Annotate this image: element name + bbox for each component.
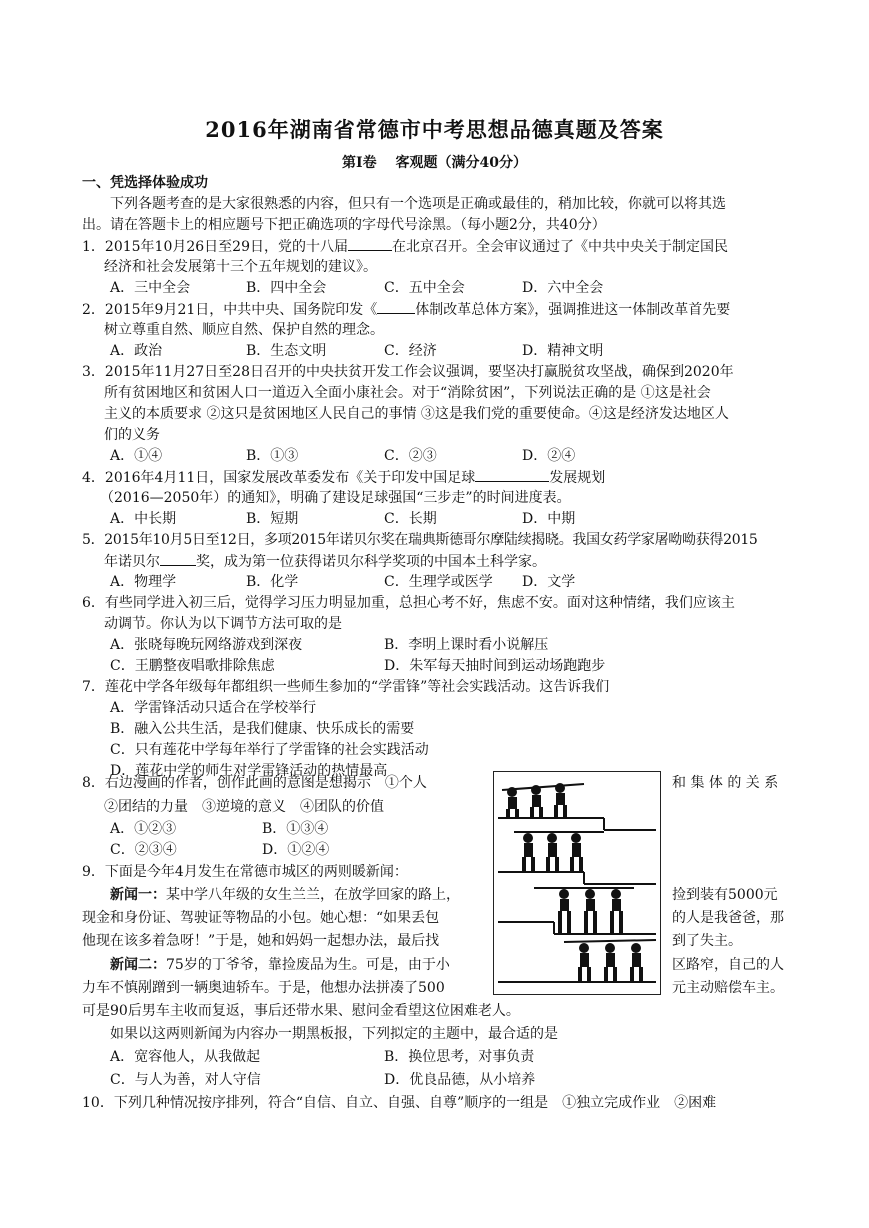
q8-option-a: A．①②③ [110,821,177,837]
q9-news1-label: 新闻一： [110,887,166,903]
q9-news1-line-1 [110,885,460,905]
q3-option-c: C．②③ [384,448,437,464]
q5-stem-part-b: 奖，成为第一位获得诺贝尔科学奖项的中国本土科学家。 [196,554,546,570]
q6-stem-line-2: 动调节。你认为以下调节方法可取的是 [104,616,342,632]
q5-blank [160,551,196,566]
q4-option-d: D．中期 [522,511,576,527]
q2-stem-part-a: 2．2015年9月21日，中共中央、国务院印发《 [82,302,378,318]
q8-stem-line-1b: 和 集 体 的 关 系 [672,775,779,791]
q7-option-c: C．只有莲花中学每年举行了学雷锋的社会实践活动 [110,742,429,758]
q9-question: 如果以这两则新闻为内容办一期黑板报，下列拟定的主题中，最合适的是 [110,1026,558,1042]
q9-option-d: D．优良品德，从小培养 [384,1072,536,1088]
intro-line-2: 出。请在答题卡上的相应题号下把正确选项的字母代号涂黑。（每小题2分，共40分） [82,217,606,233]
q5-stem-line-2 [104,551,546,572]
q9-option-c: C．与人为善，对人守信 [110,1072,261,1088]
q2-blank [377,299,415,314]
q6-option-d: D．朱军每天抽时间到运动场跑跑步 [384,658,606,674]
q4-option-b: B．短期 [246,511,299,527]
q2-option-b: B．生态文明 [246,343,327,359]
q4-stem-line-1 [82,467,605,488]
q10-stem-line-1: 10．下列几种情况按序排列，符合“自信、自立、自强、自尊”顺序的一组是 ①独立完成作业 ②困难 [82,1095,717,1111]
q8-stem-line-1a: 8．右边漫画的作者，创作此画的意图是想揭示 ①个人 [82,775,427,791]
q2-option-d: D．精神文明 [522,343,604,359]
part-subtitle: 第Ⅰ卷 客观题（满分40分） [342,155,527,171]
q1-option-b: B．四中全会 [246,280,327,296]
q3-stem-line-3: 主义的本质要求 ②这只是贫困地区人民自己的事情 ③这是我们党的重要使命。④这是经济发达地区人 [104,406,729,422]
q2-option-a: A．政治 [110,343,163,359]
q1-option-a: A．三中全会 [110,280,191,296]
q7-option-d: D．莲花中学的师生对学雷锋活动的热情最高 [110,763,388,779]
q7-stem: 7．莲花中学各年级每年都组织一些师生参加的“学雷锋”等社会实践活动。这告诉我们 [82,679,610,695]
q1-blank [348,236,392,251]
q9-news1-line-3-right: 到了失主。 [672,933,742,949]
q5-stem-line-1: 5．2015年10月5日至12日，多项2015年诺贝尔奖在瑞典斯德哥尔摩陆续揭晓。我国女药学家屠呦呦获得2015 [82,532,758,548]
q9-news2-line-2: 力车不慎剐蹭到一辆奥迪轿车。于是，他想办法拼凑了500 [82,980,445,996]
q4-stem-line-2: （2016—2050年）的通知》，明确了建设足球强国“三步走”的时间进度表。 [100,490,571,506]
q4-stem-part-a: 4．2016年4月11日，国家发展改革委发布《关于印发中国足球 [82,470,476,486]
q9-news2-line-2-right: 元主动赔偿车主。 [672,980,784,996]
q5-option-d: D．文学 [522,574,576,590]
q8-stem-line-2: ②团结的力量 ③逆境的意义 ④团队的价值 [104,799,384,815]
q1-option-d: D．六中全会 [522,280,604,296]
q6-option-c: C．王鹏整夜唱歌排除焦虑 [110,658,275,674]
q9-news1-text-1: 某中学八年级的女生兰兰，在放学回家的路上， [166,887,460,903]
q3-stem-line-2: 所有贫困地区和贫困人口一道迈入全面小康社会。对于“消除贫困”，下列说法正确的是 ①这是社会 [104,385,711,401]
q5-option-c: C．生理学或医学 [384,574,493,590]
q9-news2-line-3: 可是90后男车主收而复返，事后还带水果、慰问金看望这位困难老人。 [82,1003,520,1019]
q6-option-b: B．李明上课时看小说解压 [384,637,549,653]
q5-stem-part-a: 年诺贝尔 [104,554,160,570]
q2-option-c: C．经济 [384,343,437,359]
teamwork-cartoon [493,771,661,995]
q7-option-b: B．融入公共生活，是我们健康、快乐成长的需要 [110,721,415,737]
q5-option-b: B．化学 [246,574,299,590]
q8-option-c: C．②③④ [110,842,177,858]
q9-option-a: A．宽容他人，从我做起 [110,1049,261,1065]
q4-blank [475,467,549,482]
q2-stem-part-b: 体制改革总体方案》，强调推进这一体制改革首先要 [415,302,731,318]
q1-stem-line-1 [82,236,728,257]
q9-stem: 9．下面是今年4月发生在常德市城区的两则暖新闻： [82,864,408,880]
q1-stem-part-a: 1．2015年10月26日至29日，党的十八届 [82,239,348,255]
q9-news1-line-1-right: 捡到装有5000元 [672,887,778,903]
q1-stem-line-2: 经济和社会发展第十三个五年规划的建议》。 [104,259,377,275]
q9-news2-text-1: 75岁的丁爷爷，靠捡废品为生。可是，由于小 [166,957,450,973]
q9-news2-line-1-right: 区路窄，自己的人 [672,957,784,973]
q1-stem-part-b: 在北京召开。全会审议通过了《中共中央关于制定国民 [391,239,728,255]
q9-news1-line-3: 他现在该多着急呀！”于是，她和妈妈一起想办法，最后找 [82,933,440,949]
q9-option-b: B．换位思考，对事负责 [384,1049,535,1065]
q2-stem-line-1 [82,299,730,320]
q9-news1-line-2-right: 的人是我爸爸，那 [672,910,784,926]
q4-option-a: A．中长期 [110,511,177,527]
q4-option-c: C．长期 [384,511,437,527]
q3-option-a: A．①④ [110,448,163,464]
q4-stem-part-b: 发展规划 [549,470,606,486]
q8-option-b: B．①③④ [262,821,329,837]
q3-option-b: B．①③ [246,448,299,464]
q3-stem-line-1: 3．2015年11月27日至28日召开的中央扶贫开发工作会议强调，要坚决打赢脱贫攻坚战，确保到2020年 [82,364,734,380]
intro-line-1: 下列各题考查的是大家很熟悉的内容，但只有一个选项是正确或最佳的，稍加比较，你就可以将其选 [110,196,726,212]
page-title: 2016年湖南省常德市中考思想品德真题及答案 [205,117,664,142]
q3-stem-line-4: 们的义务 [104,427,160,443]
q7-option-a: A．学雷锋活动只适合在学校举行 [110,700,317,716]
q5-option-a: A．物理学 [110,574,177,590]
q9-news2-line-1 [110,955,450,975]
q6-stem-line-1: 6．有些同学进入初三后，觉得学习压力明显加重，总担心考不好，焦虑不安。面对这种情绪，我们应该主 [82,595,735,611]
q8-option-d: D．①②④ [262,842,330,858]
q2-stem-line-2: 树立尊重自然、顺应自然、保护自然的理念。 [104,322,384,338]
q6-option-a: A．张晓每晚玩网络游戏到深夜 [110,637,303,653]
q9-news1-line-2: 现金和身份证、驾驶证等物品的小包。她心想：“如果丢包 [82,910,440,926]
q9-news2-label: 新闻二： [110,957,166,973]
q3-option-d: D．②④ [522,448,576,464]
q1-option-c: C．五中全会 [384,280,465,296]
section-heading: 一、凭选择体验成功 [82,175,208,191]
cartoon-teamwork-icon [494,772,660,994]
